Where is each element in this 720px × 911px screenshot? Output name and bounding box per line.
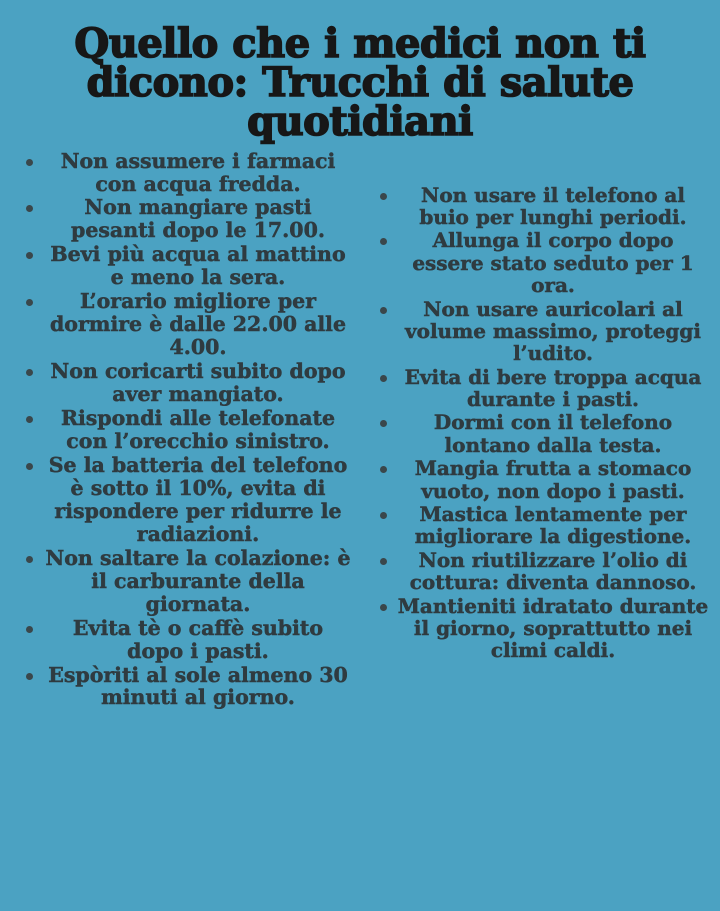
list-item bbox=[12, 617, 354, 663]
tip-text: Mastica lentamente per migliorare la digestione. bbox=[414, 502, 692, 549]
tip-text: Non mangiare pasti pesanti dopo le 17.00. bbox=[71, 195, 325, 243]
bullet-icon bbox=[26, 252, 33, 259]
list-item bbox=[370, 411, 710, 456]
tip-text: Rispondi alle telefonate con l’orecchio sinistro. bbox=[60, 406, 336, 453]
bullet-icon bbox=[26, 626, 33, 633]
bullet-icon bbox=[26, 673, 33, 680]
list-item bbox=[12, 360, 354, 406]
list-item bbox=[370, 595, 710, 662]
bullet-icon bbox=[380, 466, 387, 473]
list-item bbox=[12, 547, 354, 616]
bullet-icon bbox=[26, 299, 33, 306]
tip-text: Non coricarti subito dopo aver mangiato. bbox=[50, 359, 346, 407]
list-item bbox=[370, 229, 710, 296]
tip-text: Mangia frutta a stomaco vuoto, non dopo i pasti. bbox=[414, 456, 692, 503]
right-column bbox=[360, 150, 716, 663]
bullet-icon bbox=[380, 375, 387, 382]
bullet-icon bbox=[26, 205, 33, 212]
left-column bbox=[4, 150, 360, 711]
right-tips-list bbox=[370, 184, 710, 662]
tips-columns bbox=[0, 146, 720, 911]
tip-text: Bevi più acqua al mattino e meno la sera. bbox=[50, 242, 346, 290]
bullet-icon bbox=[380, 558, 387, 565]
left-tips-list bbox=[12, 150, 354, 710]
bullet-icon bbox=[380, 307, 387, 314]
bullet-icon bbox=[26, 463, 33, 470]
list-item bbox=[370, 503, 710, 548]
tip-text: Se la batteria del telefono è sotto il 10%, evita di rispondere per ridurre le radiazioni. bbox=[48, 452, 348, 546]
list-item bbox=[12, 150, 354, 196]
bullet-icon bbox=[380, 512, 387, 519]
tip-text: Mantieniti idratato durante il giorno, soprattutto nei climi caldi. bbox=[397, 593, 709, 663]
tip-text: Non riutilizzare l’olio di cottura: diventa dannoso. bbox=[409, 547, 697, 595]
list-item bbox=[12, 407, 354, 453]
tip-text: Non usare il telefono al buio per lunghi periodi. bbox=[419, 182, 687, 229]
list-item bbox=[370, 298, 710, 365]
tip-text: Allunga il corpo dopo essere stato seduto per 1 ora. bbox=[412, 228, 694, 298]
bullet-icon bbox=[380, 238, 387, 245]
bullet-icon bbox=[26, 369, 33, 376]
tip-text: Non assumere i farmaci con acqua fredda. bbox=[60, 148, 336, 196]
list-item bbox=[370, 366, 710, 411]
list-item bbox=[12, 664, 354, 710]
tip-text: Evita di bere troppa acqua durante i pasti. bbox=[404, 364, 702, 412]
list-item bbox=[370, 457, 710, 502]
bullet-icon bbox=[26, 416, 33, 423]
tip-text: Non usare auricolari al volume massimo, proteggi l’udito. bbox=[404, 296, 701, 366]
title-block bbox=[0, 0, 720, 146]
bullet-icon bbox=[380, 193, 387, 200]
list-item bbox=[370, 549, 710, 594]
bullet-icon bbox=[26, 159, 33, 166]
tip-text: Evita tè o caffè subito dopo i pasti. bbox=[72, 615, 324, 663]
bullet-icon bbox=[380, 420, 387, 427]
tip-text: Espòriti al sole almeno 30 minuti al giorno. bbox=[48, 662, 348, 710]
tip-text: L’orario migliore per dormire è dalle 22.00 alle 4.00. bbox=[49, 289, 347, 360]
list-item bbox=[12, 243, 354, 289]
bullet-icon bbox=[380, 604, 387, 611]
list-item bbox=[370, 184, 710, 229]
list-item bbox=[12, 454, 354, 546]
tip-text: Non saltare la colazione: è il carburante della giornata. bbox=[45, 545, 351, 616]
list-item bbox=[12, 290, 354, 359]
tip-text: Dormi con il telefono lontano dalla testa. bbox=[433, 410, 673, 457]
bullet-icon bbox=[26, 556, 33, 563]
list-item bbox=[12, 196, 354, 242]
page-title: Quello che i medici non ti dicono: Trucchi di salute quotidiani bbox=[74, 20, 646, 146]
